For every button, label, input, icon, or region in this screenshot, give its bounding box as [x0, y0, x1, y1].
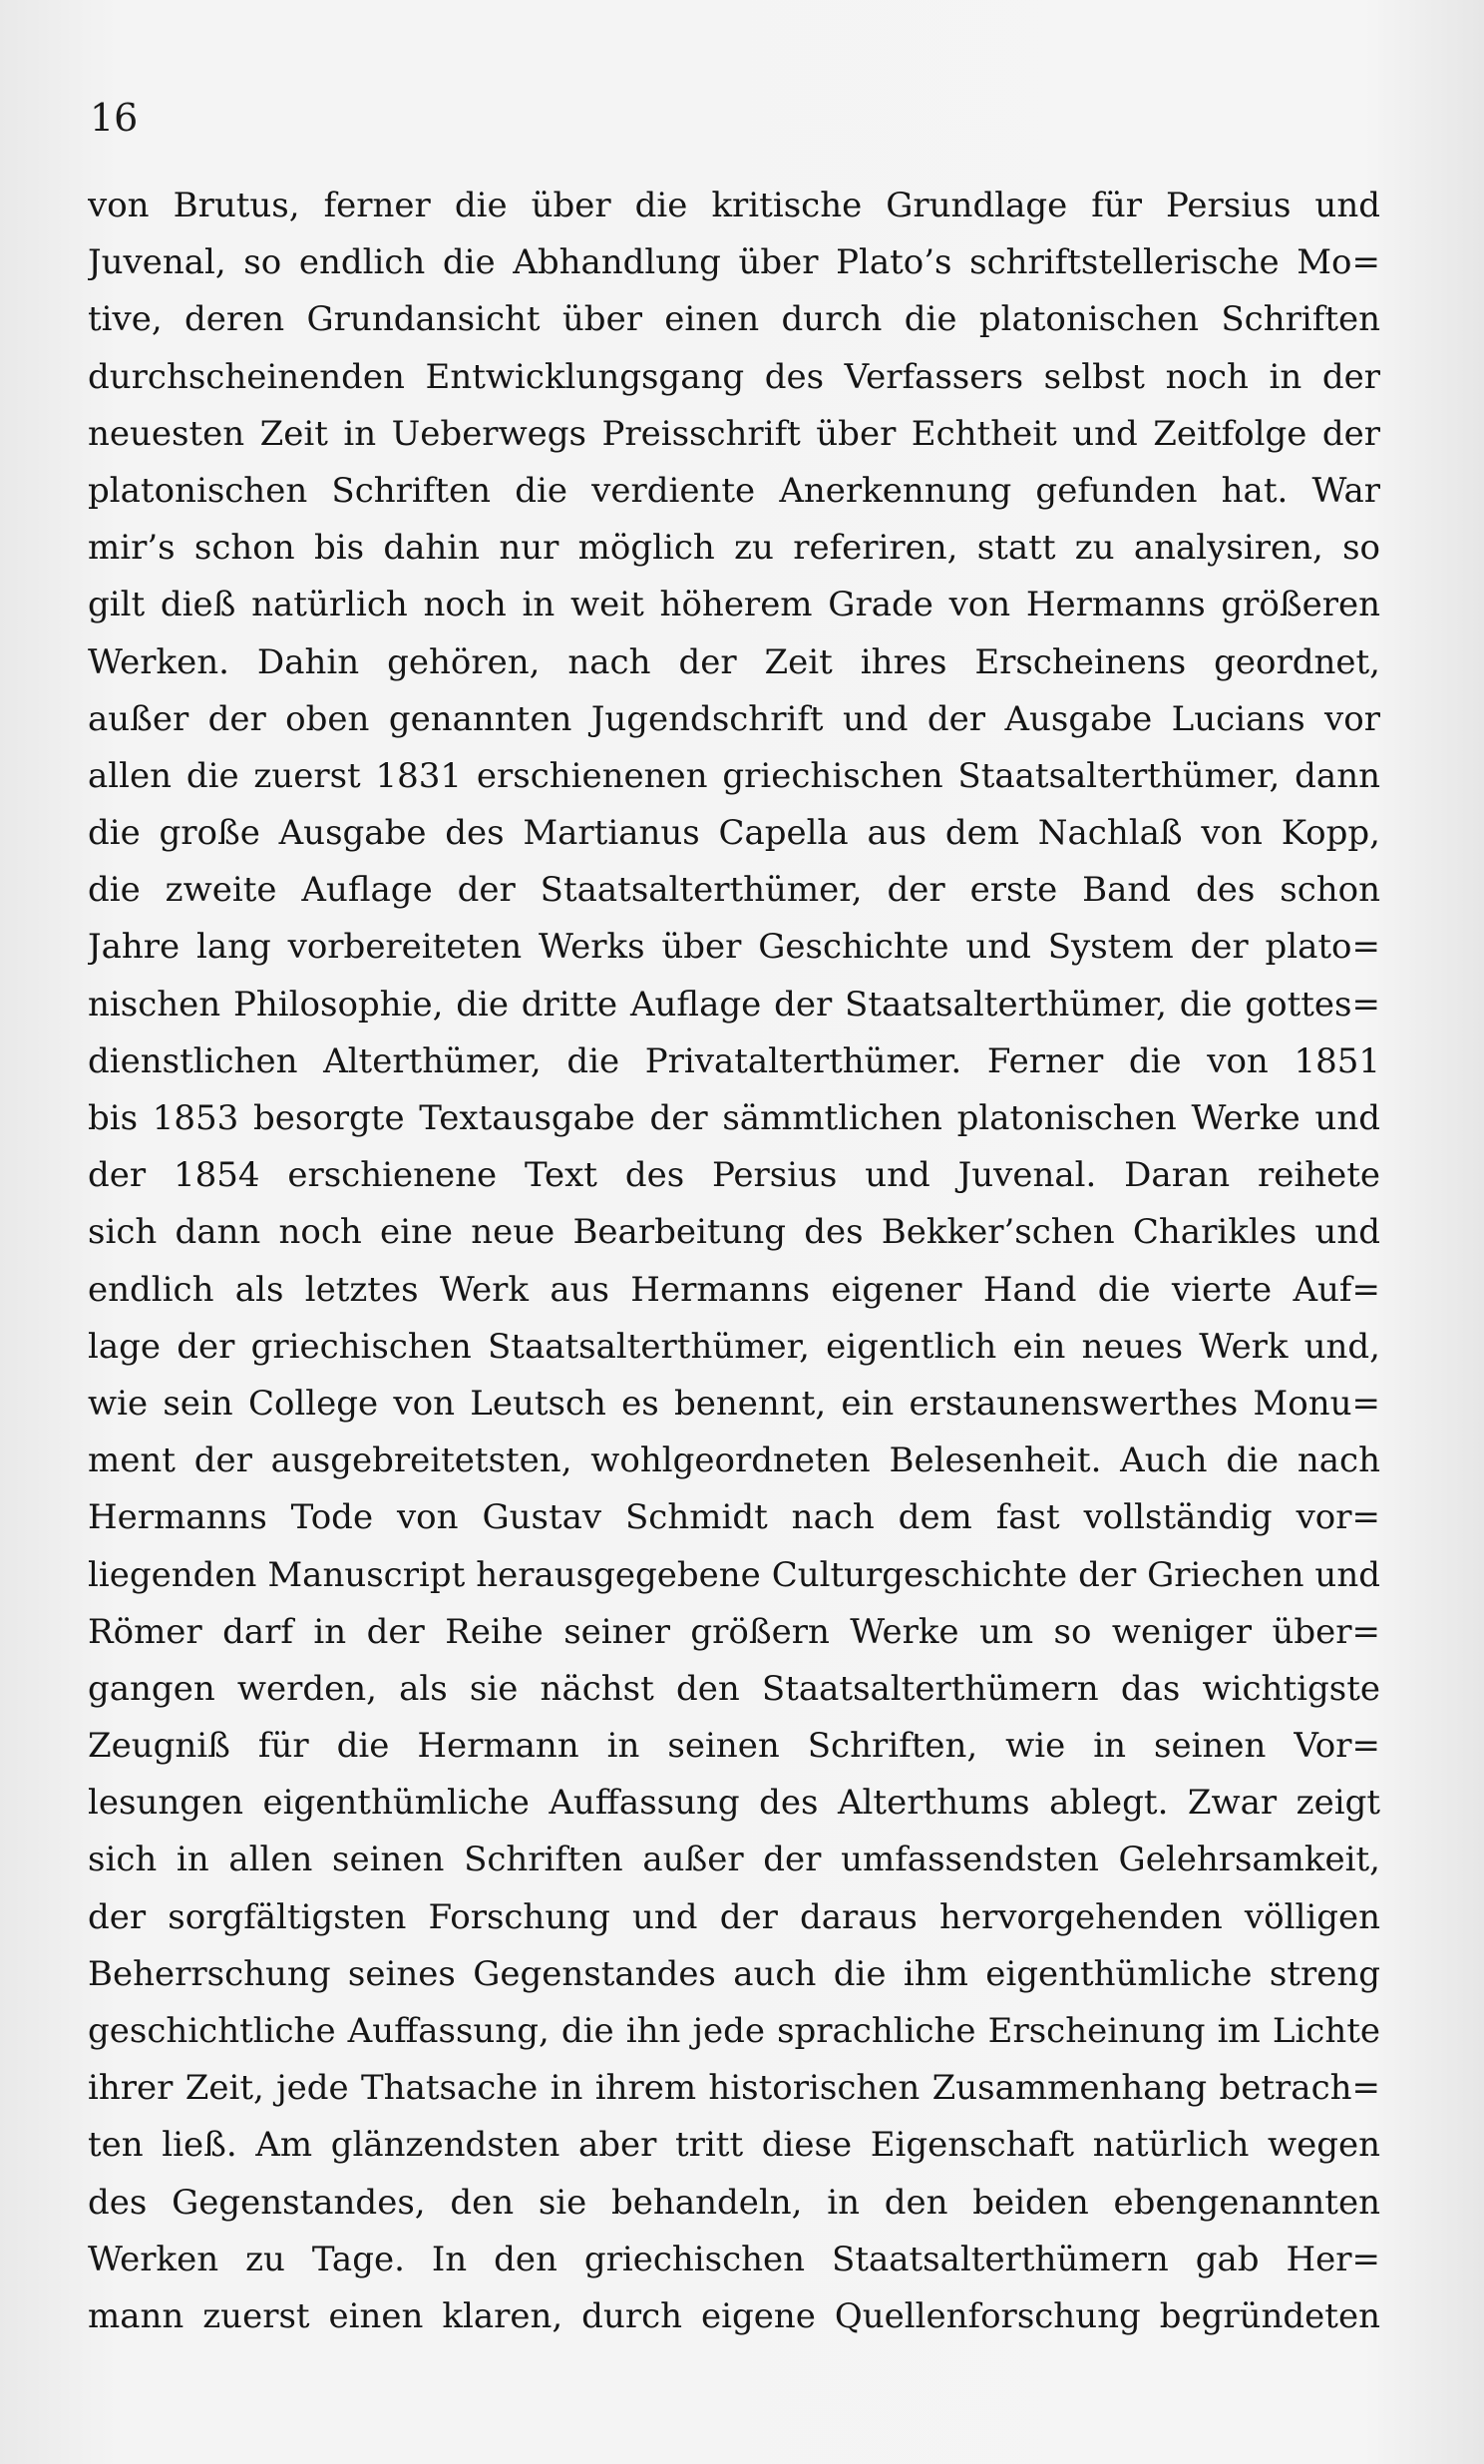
- text-line: Werken zu Tage. In den griechischen Staatsalterthümern gab Her=: [88, 2239, 1380, 2279]
- text-line: geschichtliche Auffassung, die ihn jede sprachliche Erscheinung im Lichte: [88, 2011, 1380, 2051]
- text-line: dienstlichen Alterthümer, die Privatalterthümer. Ferner die von 1851: [88, 1040, 1380, 1081]
- text-line: mann zuerst einen klaren, durch eigene Quellenforschung begründeten: [88, 2295, 1380, 2336]
- text-line: des Gegenstandes, den sie behandeln, in den beiden ebengenannten: [88, 2182, 1380, 2223]
- text-line: sich in allen seinen Schriften außer der umfassendsten Gelehrsamkeit,: [88, 1840, 1380, 1880]
- text-line: nischen Philosophie, die dritte Auflage der Staatsalterthümer, die gottes=: [88, 984, 1380, 1025]
- text-line: endlich als letztes Werk aus Hermanns eigener Hand die vierte Auf=: [88, 1269, 1380, 1310]
- text-line: sich dann noch eine neue Bearbeitung des Bekker’schen Charikles und: [88, 1212, 1380, 1253]
- text-line: außer der oben genannten Jugendschrift und der Ausgabe Lucians vor: [88, 698, 1380, 739]
- text-line: die große Ausgabe des Martianus Capella aus dem Nachlaß von Kopp,: [88, 813, 1380, 854]
- text-line: mir’s schon bis dahin nur möglich zu referiren, statt zu analysiren, so: [88, 528, 1380, 569]
- text-line: ihrer Zeit, jede Thatsache in ihrem historischen Zusammenhang betrach=: [88, 2068, 1380, 2109]
- text-line: lesungen eigenthümliche Auffassung des Alterthums ablegt. Zwar zeigt: [88, 1783, 1380, 1824]
- text-line: tive, deren Grundansicht über einen durch die platonischen Schriften: [88, 299, 1380, 340]
- text-line: Juvenal, so endlich die Abhandlung über Plato’s schriftstellerische Mo=: [88, 242, 1380, 283]
- text-line: platonischen Schriften die verdiente Anerkennung gefunden hat. War: [88, 470, 1380, 511]
- text-line: lage der griechischen Staatsalterthümer, eigentlich ein neues Werk und,: [88, 1326, 1380, 1367]
- text-line: Beherrschung seines Gegenstandes auch die ihm eigenthümliche streng: [88, 1953, 1380, 1994]
- text-line: bis 1853 besorgte Textausgabe der sämmtlichen platonischen Werke und: [88, 1098, 1380, 1138]
- page-number: 16: [90, 96, 139, 140]
- text-line: allen die zuerst 1831 erschienenen griechischen Staatsalterthümer, dann: [88, 755, 1380, 796]
- text-line: ment der ausgebreitetsten, wohlgeordneten Belesenheit. Auch die nach: [88, 1440, 1380, 1481]
- text-line: gilt dieß natürlich noch in weit höherem Grade von Hermanns größeren: [88, 585, 1380, 625]
- text-line: von Brutus, ferner die über die kritische Grundlage für Persius und: [88, 186, 1380, 225]
- text-line: ten ließ. Am glänzendsten aber tritt diese Eigenschaft natürlich wegen: [88, 2125, 1380, 2166]
- text-line: Römer darf in der Reihe seiner größern Werke um so weniger über=: [88, 1611, 1380, 1652]
- text-line: durchscheinenden Entwicklungsgang des Verfassers selbst noch in der: [88, 356, 1380, 397]
- text-line: Werken. Dahin gehören, nach der Zeit ihres Erscheinens geordnet,: [88, 641, 1380, 682]
- text-line: der 1854 erschienene Text des Persius und Juvenal. Daran reihete: [88, 1155, 1380, 1196]
- text-line: gangen werden, als sie nächst den Staatsalterthümern das wichtigste: [88, 1668, 1380, 1709]
- text-line: Jahre lang vorbereiteten Werks über Geschichte und System der plato=: [88, 927, 1380, 968]
- text-line: Zeugniß für die Hermann in seinen Schriften, wie in seinen Vor=: [88, 1726, 1380, 1767]
- text-line: liegenden Manuscript herausgegebene Culturgeschichte der Griechen und: [88, 1554, 1380, 1595]
- text-line: neuesten Zeit in Ueberwegs Preisschrift über Echtheit und Zeitfolge der: [88, 413, 1380, 454]
- body-text: [88, 178, 1380, 2345]
- text-line: die zweite Auflage der Staatsalterthümer, der erste Band des schon: [88, 870, 1380, 911]
- text-line: wie sein College von Leutsch es benennt, ein erstaunenswerthes Monu=: [88, 1383, 1380, 1424]
- text-line: Hermanns Tode von Gustav Schmidt nach dem fast vollständig vor=: [88, 1497, 1380, 1538]
- text-line: der sorgfältigsten Forschung und der daraus hervorgehenden völligen: [88, 1896, 1380, 1937]
